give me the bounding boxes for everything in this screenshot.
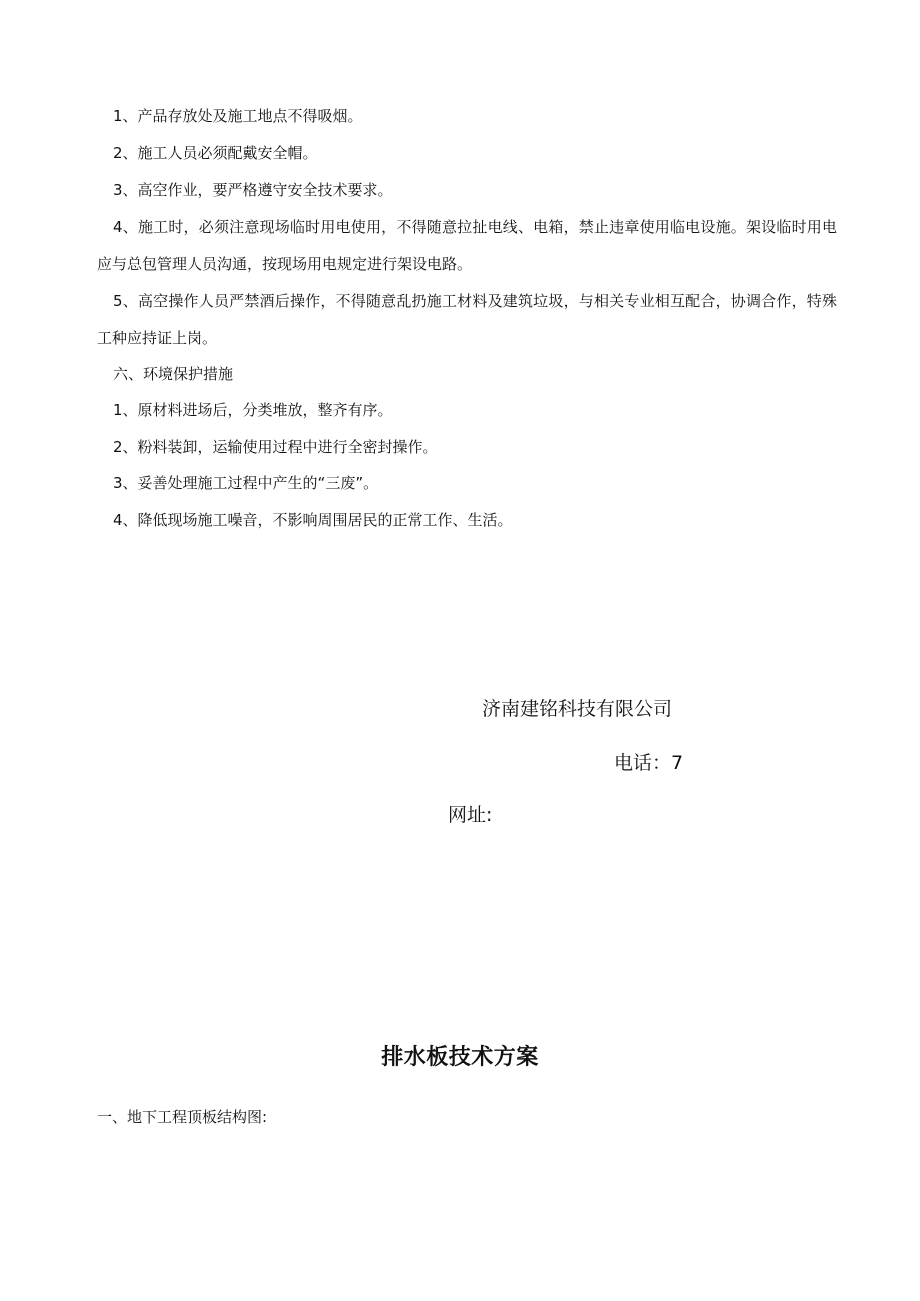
safety-item-1: 1、产品存放处及施工地点不得吸烟。 <box>113 107 363 125</box>
company-name: 济南建铭科技有限公司 <box>482 698 673 720</box>
safety-item-2: 2、施工人员必须配戴安全帽。 <box>113 144 318 162</box>
safety-item-4: 4、施工时，必须注意现场临时用电使用，不得随意拉扯电线、电箱，禁止违章使用临电设施。架设临时用电应与总包管理人员沟通，按现场用电规定进行架设电路。 <box>97 218 837 273</box>
website-line: 网址: <box>448 804 493 826</box>
document-title: 排水板技术方案 <box>381 1045 539 1070</box>
env-item-4: 4、降低现场施工噪音，不影响周围居民的正常工作、生活。 <box>113 511 513 529</box>
env-section-heading: 六、环境保护措施 <box>113 365 234 383</box>
safety-item-3: 3、高空作业，要严格遵守安全技术要求。 <box>113 181 393 199</box>
safety-item-5: 5、高空操作人员严禁酒后操作，不得随意乱扔施工材料及建筑垃圾，与相关专业相互配合，协调合作，特殊工种应持证上岗。 <box>97 292 837 347</box>
phone-line: 电话：7 <box>614 752 684 774</box>
env-item-3: 3、妥善处理施工过程中产生的“三废”。 <box>113 474 379 492</box>
env-item-1: 1、原材料进场后，分类堆放，整齐有序。 <box>113 401 393 419</box>
env-item-2: 2、粉料装卸，运输使用过程中进行全密封操作。 <box>113 438 438 456</box>
section-heading-1: 一、地下工程顶板结构图: <box>97 1108 268 1126</box>
